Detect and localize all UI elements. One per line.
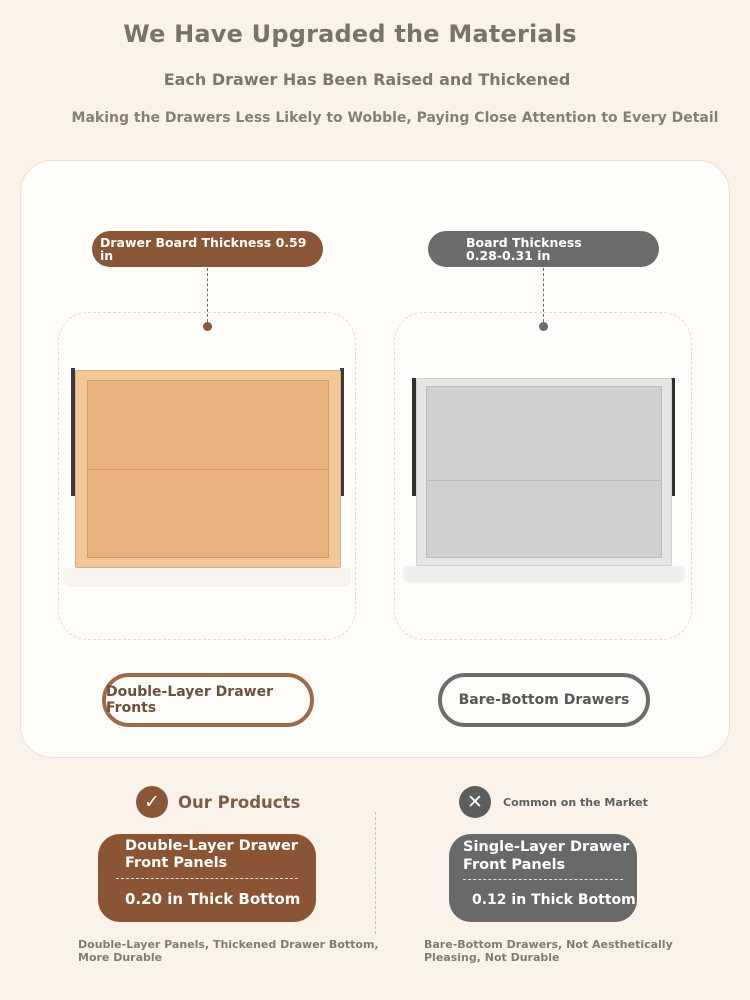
our-card-bottom: 0.20 in Thick Bottom [125, 890, 301, 908]
wood-drawer-inner [87, 380, 329, 558]
our-products-heading: Our Products [178, 793, 301, 812]
page-subtitle: Each Drawer Has Been Raised and Thickened [163, 70, 571, 89]
bare-bottom-drawers-label: Bare-Bottom Drawers [458, 692, 630, 708]
our-footnote-line1: Double-Layer Panels, Thickened Drawer Bottom, [78, 938, 379, 951]
our-card-line2: Front Panels [125, 855, 228, 871]
wood-drawer-base [64, 568, 350, 585]
bare-bottom-drawers-button[interactable] [438, 673, 650, 727]
wood-drawer-seam [88, 469, 328, 470]
market-heading: Common on the Market [503, 796, 648, 809]
right-thickness-text-1: Board Thickness [466, 235, 582, 250]
gray-drawer-inner [426, 386, 662, 558]
double-layer-fronts-label: Double-Layer Drawer Fronts [106, 684, 273, 716]
our-card-divider [116, 878, 298, 879]
market-card [449, 834, 637, 922]
page-title: We Have Upgraded the Materials [123, 20, 577, 48]
left-thickness-label [92, 231, 323, 267]
market-card-line2: Front Panels [463, 857, 566, 873]
cross-icon: ✕ [459, 786, 491, 818]
page-description: Making the Drawers Less Likely to Wobble, Paying Close Attention to Every Detail [71, 110, 719, 126]
our-card-line1: Double-Layer Drawer [125, 838, 298, 854]
market-card-divider [463, 879, 623, 880]
right-thickness-text-2: 0.28-0.31 in [466, 248, 551, 263]
left-thickness-text: Drawer Board Thickness 0.59 in [100, 235, 307, 263]
wood-drawer-icon [75, 370, 341, 568]
market-card-line1: Single-Layer Drawer [463, 839, 630, 855]
market-footnote-line1: Bare-Bottom Drawers, Not Aesthetically [424, 938, 673, 951]
summary-divider [375, 812, 376, 934]
market-footnote-line2: Pleasing, Not Durable [424, 951, 560, 964]
market-footnote [424, 938, 673, 964]
gray-drawer-base [404, 566, 684, 581]
check-icon: ✓ [136, 786, 168, 818]
our-products-card [98, 834, 316, 922]
gray-drawer-seam [427, 480, 661, 481]
double-layer-fronts-button[interactable] [102, 673, 314, 727]
our-footnote [78, 938, 379, 964]
gray-drawer-icon [416, 378, 672, 566]
right-thickness-label [428, 231, 659, 267]
our-footnote-line2: More Durable [78, 951, 163, 964]
market-card-bottom: 0.12 in Thick Bottom [472, 892, 636, 908]
